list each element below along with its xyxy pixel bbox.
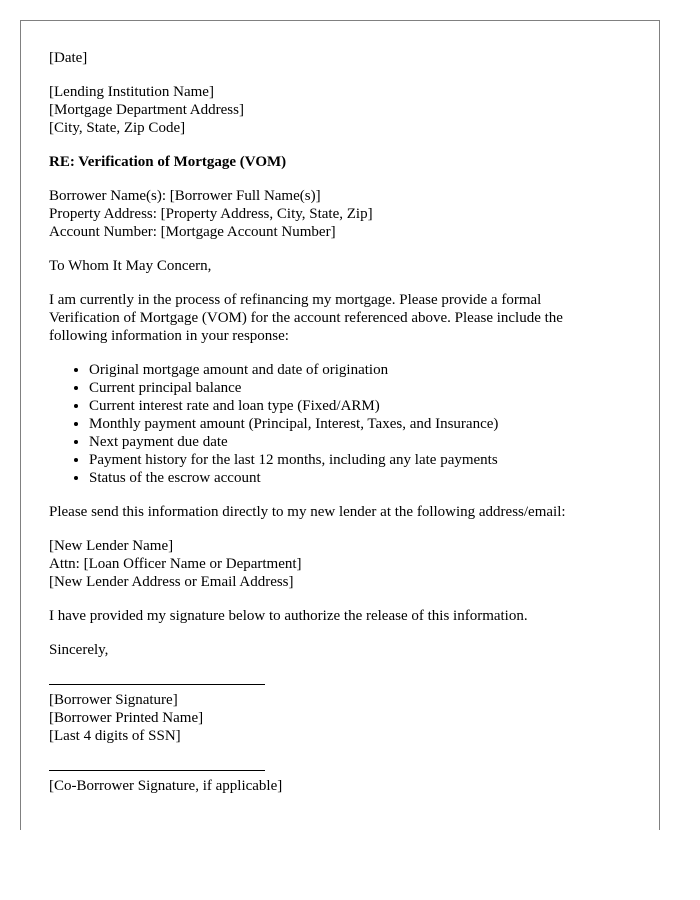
borrower-ssn: [Last 4 digits of SSN] <box>49 728 181 744</box>
subject-line <box>49 153 639 171</box>
recipient-city-state-zip: [City, State, Zip Code] <box>49 120 186 136</box>
intro-line: I am currently in the process of refinancing my mortgage. Please provide a formal <box>49 292 542 308</box>
new-lender-block <box>49 537 639 591</box>
letter-body <box>49 49 639 811</box>
borrower-info-block <box>49 187 639 241</box>
closing <box>49 641 639 659</box>
intro-line: following information in your response: <box>49 328 289 344</box>
date-block <box>49 49 639 67</box>
salutation <box>49 257 639 275</box>
subject-text: RE: Verification of Mortgage (VOM) <box>49 154 287 170</box>
account-number: Account Number: [Mortgage Account Number] <box>49 224 336 240</box>
closing-text: Sincerely, <box>49 642 109 658</box>
letter-date: [Date] <box>49 50 88 66</box>
list-item: • Current interest rate and loan type (Fixed/ARM) <box>89 397 639 415</box>
coborrower-signature-block <box>49 777 639 795</box>
borrower-signature-label: [Borrower Signature] <box>49 692 178 708</box>
property-address: Property Address: [Property Address, City, State, Zip] <box>49 206 373 222</box>
send-instruction-text: Please send this information directly to my new lender at the following address/email: <box>49 504 566 520</box>
new-lender-address: [New Lender Address or Email Address] <box>49 574 294 590</box>
list-item: • Monthly payment amount (Principal, Interest, Taxes, and Insurance) <box>89 415 639 433</box>
coborrower-signature-line <box>49 769 265 771</box>
send-instruction <box>49 503 639 521</box>
borrower-names: Borrower Name(s): [Borrower Full Name(s)] <box>49 188 321 204</box>
borrower-signature-line <box>49 683 265 685</box>
coborrower-signature-label: [Co-Borrower Signature, if applicable] <box>49 778 283 794</box>
borrower-signature-block <box>49 691 639 745</box>
authorization-text: I have provided my signature below to authorize the release of this information. <box>49 608 528 624</box>
borrower-printed-name: [Borrower Printed Name] <box>49 710 204 726</box>
requested-items-list <box>49 361 639 487</box>
list-item: • Next payment due date <box>89 433 639 451</box>
salutation-text: To Whom It May Concern, <box>49 258 212 274</box>
new-lender-attn: Attn: [Loan Officer Name or Department] <box>49 556 302 572</box>
intro-paragraph <box>49 291 639 345</box>
list-item: • Payment history for the last 12 months, including any late payments <box>89 451 639 469</box>
new-lender-name: [New Lender Name] <box>49 538 174 554</box>
intro-line: Verification of Mortgage (VOM) for the account referenced above. Please include the <box>49 310 563 326</box>
authorization-statement <box>49 607 639 625</box>
recipient-department-address: [Mortgage Department Address] <box>49 102 244 118</box>
recipient-institution: [Lending Institution Name] <box>49 84 214 100</box>
recipient-address <box>49 83 639 137</box>
list-item: • Status of the escrow account <box>89 469 639 487</box>
list-item: • Current principal balance <box>89 379 639 397</box>
list-item: • Original mortgage amount and date of origination <box>89 361 639 379</box>
letter-page <box>20 20 660 830</box>
